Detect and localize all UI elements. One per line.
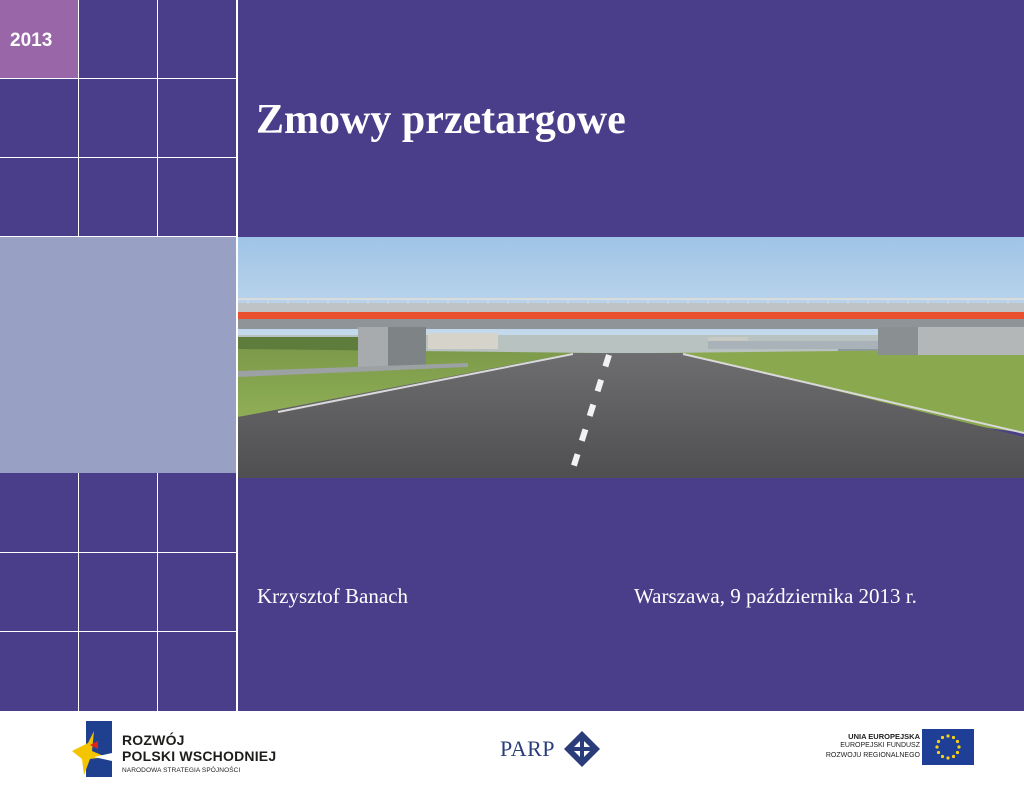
year-label: 2013	[10, 30, 53, 51]
author-name: Krzysztof Banach	[257, 584, 409, 608]
grid-cell	[79, 158, 158, 237]
grid-cell	[158, 553, 237, 632]
eu-line2: EUROPEJSKI FUNDUSZ	[840, 742, 920, 749]
grid-cell	[0, 79, 79, 158]
date-place: Warszawa, 9 października 2013 r.	[634, 584, 917, 608]
eu-line1: UNIA EUROPEJSKA	[848, 732, 920, 741]
grid-cell	[158, 79, 237, 158]
grey-block	[0, 237, 237, 473]
grid-cell	[0, 553, 79, 632]
rpw-line1: ROZWÓJ	[122, 732, 185, 748]
eu-line3: ROZWOJU REGIONALNEGO	[825, 752, 920, 759]
grid-cell	[79, 0, 158, 79]
rpw-line3: NARODOWA STRATEGIA SPÓJNOŚCI	[122, 767, 241, 774]
eu-flag-icon	[922, 729, 974, 765]
grid-cell	[158, 473, 237, 553]
grid-cell	[79, 79, 158, 158]
parp-logo	[500, 729, 605, 769]
rpw-line2: POLSKI WSCHODNIEJ	[122, 748, 277, 764]
grid-cell	[79, 473, 158, 553]
footer-logos	[0, 711, 1024, 788]
grid-cell	[0, 632, 79, 711]
parp-name: PARP	[500, 736, 556, 761]
grid-cell	[158, 0, 237, 79]
rozwoj-polski-wschodniej-logo	[72, 719, 277, 783]
parp-emblem-icon	[562, 729, 602, 769]
grid-cell	[0, 158, 79, 237]
grid-cell	[79, 632, 158, 711]
road-photo	[238, 237, 1024, 478]
grid-cell	[79, 553, 158, 632]
grid-cell	[0, 473, 79, 553]
rpw-emblem-icon	[72, 721, 116, 781]
slide-title: Zmowy przetargowe	[256, 97, 626, 143]
year-badge	[0, 0, 79, 79]
grid-cell	[158, 632, 237, 711]
eu-logo	[820, 727, 980, 769]
grid-cell	[158, 158, 237, 237]
